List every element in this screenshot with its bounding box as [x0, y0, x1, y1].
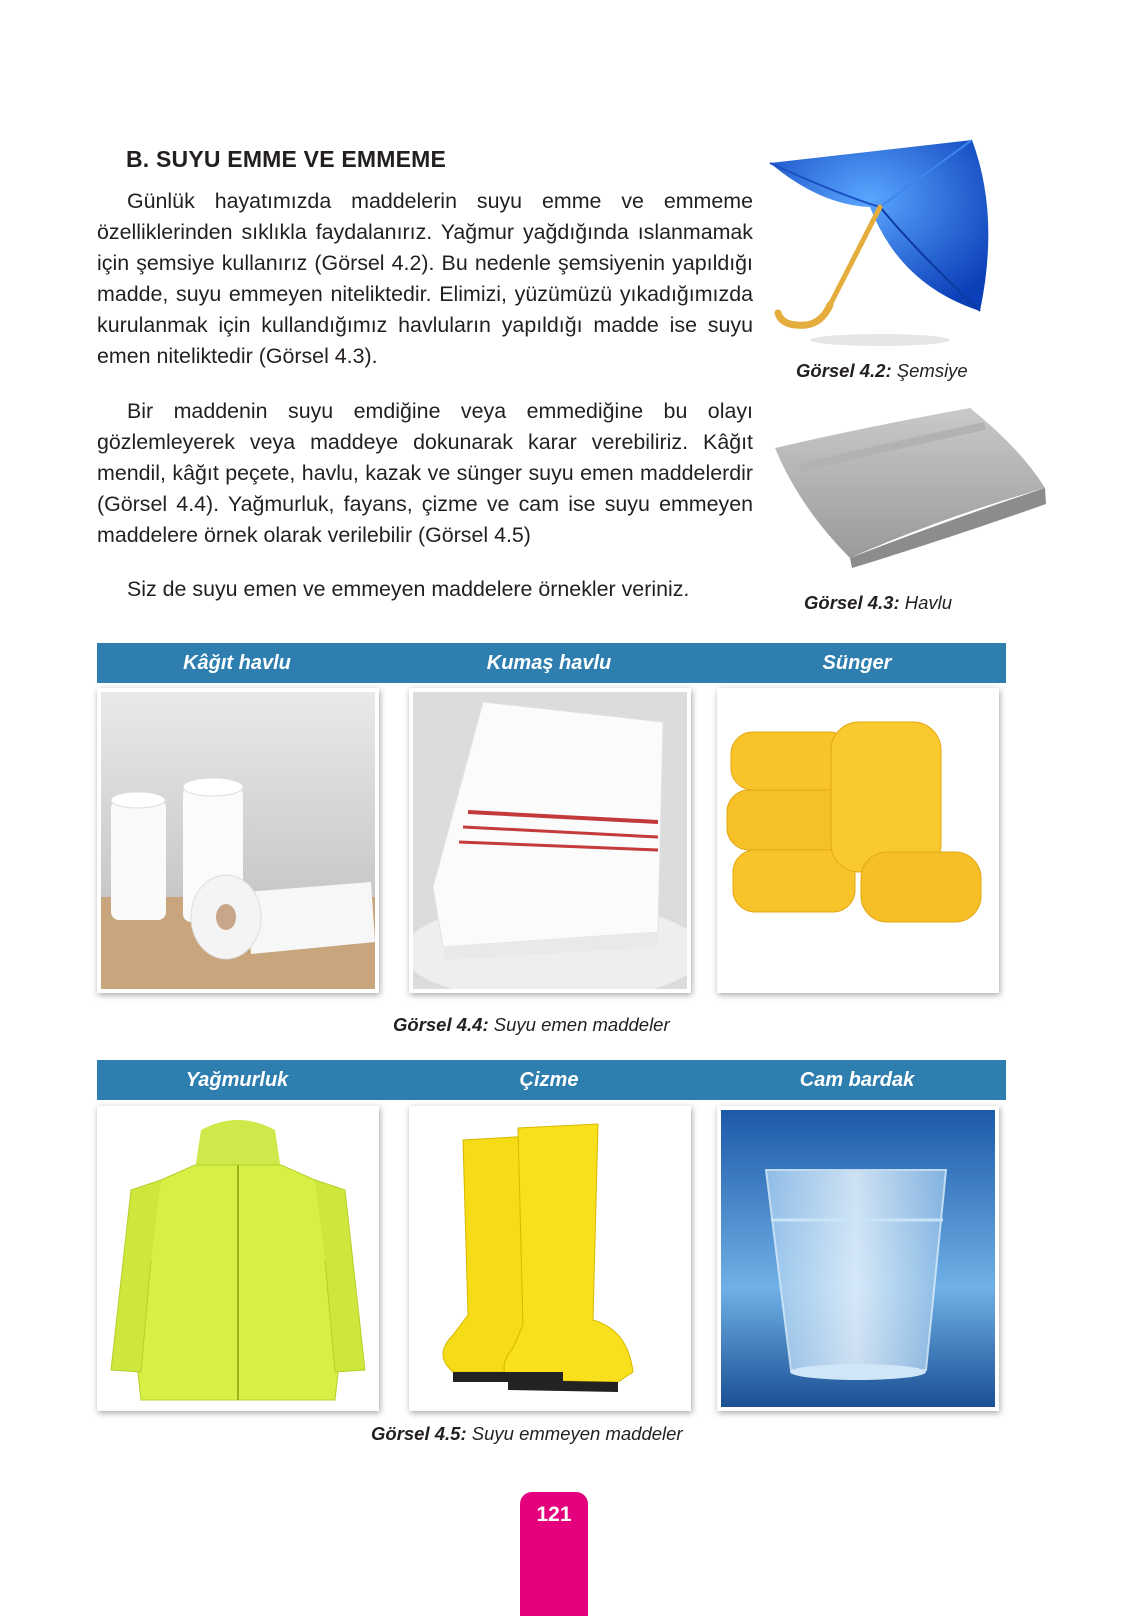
absorbing-header-band	[97, 643, 1006, 683]
label-cam-bardak: Cam bardak	[799, 1069, 915, 1091]
paragraph-1: Günlük hayatımızda maddelerin suyu emme ve emmeme özelliklerinden sıklıkla faydalanırız. Yağmur yağdığında ıslanmamak için şemsiye kullanırız (Görsel 4.2). Bu nedenle şemsiyenin yapıldığı madde, suyu emmeyen niteliktedir. Elimizi, yüzümüzü yıkadığımızda kurulanmak için kullandığımız havluların yapıldığı madde ise suyu emen niteliktedir (Görsel 4.3).	[97, 189, 753, 368]
sponge-photo	[717, 688, 999, 993]
glass-photo	[717, 1106, 999, 1411]
raincoat-photo	[97, 1106, 379, 1411]
boots-photo	[409, 1106, 691, 1411]
towel-image	[770, 408, 1050, 568]
figure-4-5-caption: Görsel 4.5: Suyu emmeyen maddeler	[371, 1423, 683, 1444]
section-title: B. SUYU EMME VE EMMEME	[126, 146, 447, 172]
page-number: 121	[520, 1492, 588, 1616]
non-absorbing-header-band	[97, 1060, 1006, 1100]
paragraph-2: Bir maddenin suyu emdiğine veya emmediğine bu olayı gözlemleyerek veya maddeye dokunarak karar verebiliriz. Kâğıt mendil, kâğıt peçete, havlu, kazak ve sünger suyu emen maddelerdir (Görsel 4.4). Yağmurluk, fayans, çizme ve cam ise suyu emmeyen maddelere örnek olarak verilebilir (Görsel 4.5)	[97, 399, 753, 547]
figure-4-3-caption: Görsel 4.3: Havlu	[804, 592, 953, 613]
cloth-towel-photo	[409, 688, 691, 993]
label-sunger: Sünger	[822, 652, 892, 674]
label-kumas-havlu: Kumaş havlu	[486, 652, 612, 674]
figure-4-2-caption: Görsel 4.2: Şemsiye	[796, 360, 968, 381]
paragraph-3: Siz de suyu emen ve emmeyen maddelere örnekler veriniz.	[127, 577, 690, 601]
label-kagit-havlu: Kâğıt havlu	[183, 652, 291, 674]
label-cizme: Çizme	[519, 1069, 579, 1091]
figure-4-4-caption: Görsel 4.4: Suyu emen maddeler	[393, 1014, 670, 1035]
paper-towel-photo	[97, 688, 379, 993]
label-yagmurluk: Yağmurluk	[185, 1069, 289, 1091]
umbrella-image	[760, 135, 1010, 350]
